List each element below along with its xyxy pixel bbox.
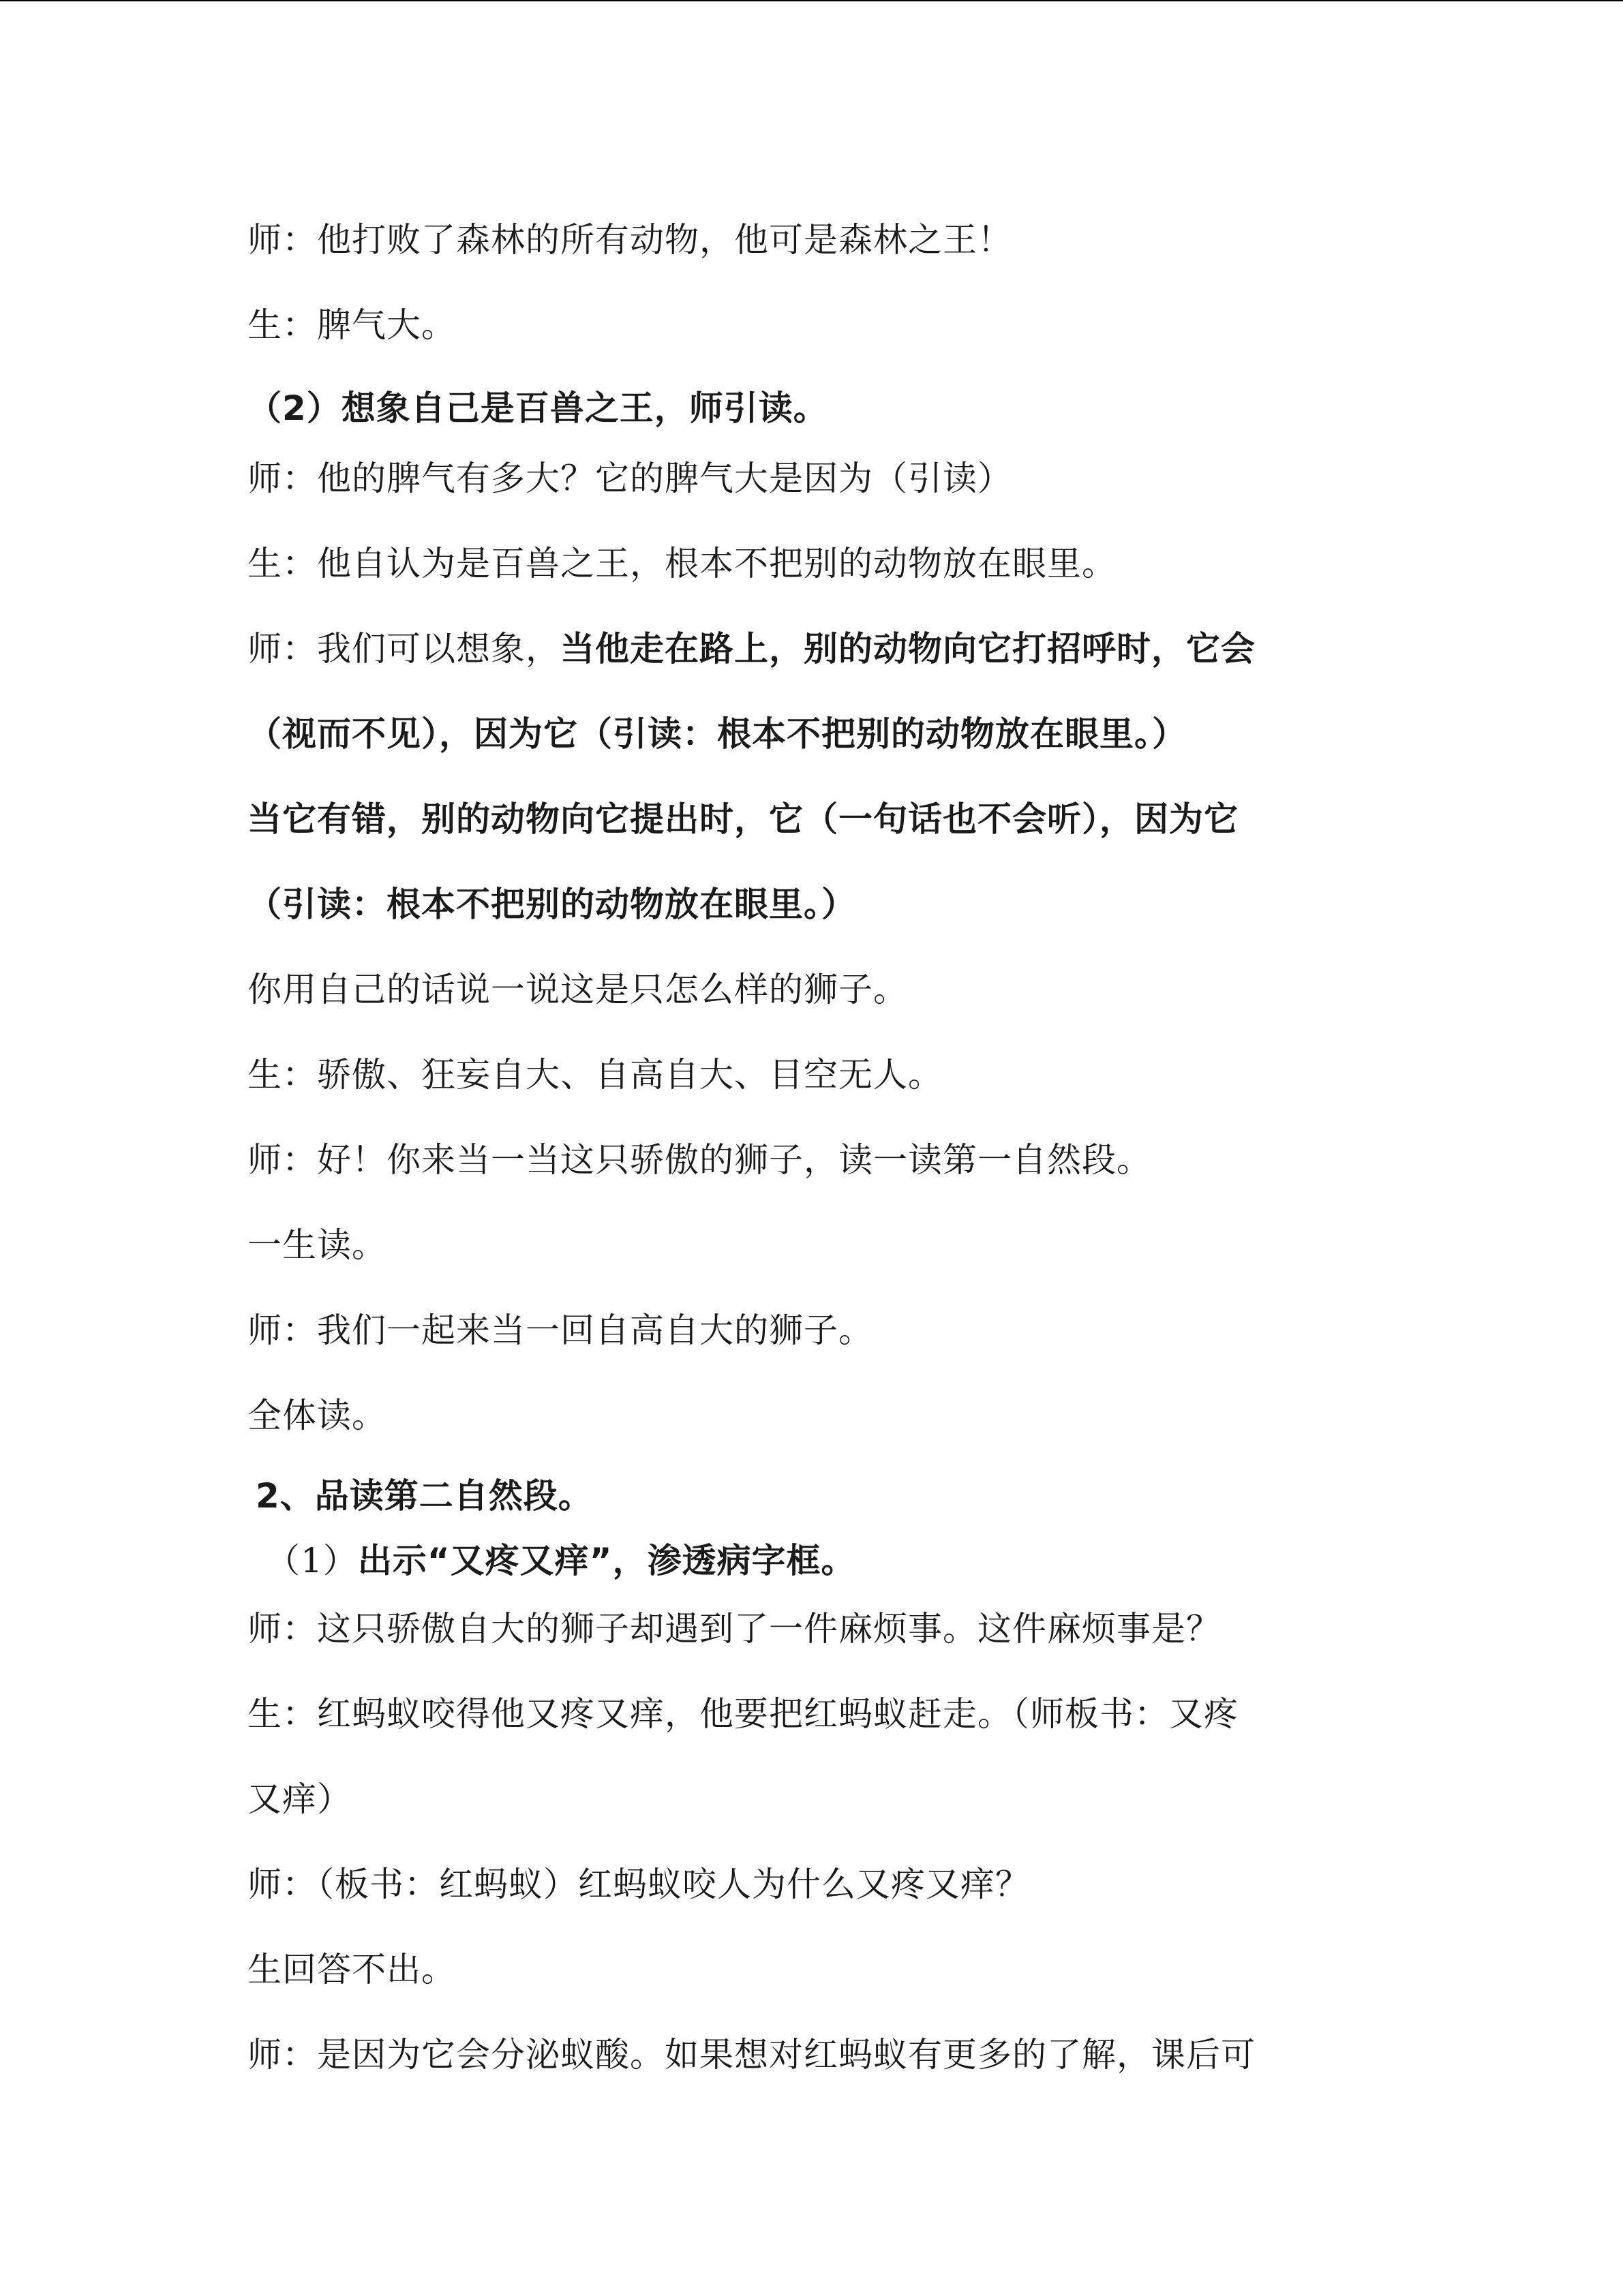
emphasis-line: （引读：根本不把别的动物放在眼里。）	[247, 885, 856, 924]
text-line: 师：好！你来当一当这只骄傲的狮子，读一读第一自然段。	[247, 1140, 1151, 1180]
subsection-heading	[266, 1540, 856, 1581]
text-line: 师：他的脾气有多大？它的脾气大是因为（引读）	[247, 459, 1012, 498]
text-line	[247, 628, 1256, 669]
emphasis-text: 出示“又疼又痒”，渗透病字框。	[357, 1541, 856, 1580]
text-line: 生：脾气大。	[247, 305, 456, 345]
emphasis-line: （视而不见），因为它（引读：根本不把别的动物放在眼里。）	[247, 714, 1187, 754]
section-heading: 2、品读第二自然段。	[256, 1476, 593, 1516]
text-line: 师：是因为它会分泌蚁酸。如果想对红蚂蚁有更多的了解，课后可	[247, 2035, 1256, 2075]
text-line: 师：这只骄傲自大的狮子却遇到了一件麻烦事。这件麻烦事是？	[247, 1609, 1221, 1649]
text-line: 一生读。	[247, 1225, 386, 1265]
text-line: 你用自己的话说一说这是只怎么样的狮子。	[247, 970, 908, 1009]
text-line: 师：我们一起来当一回自高自大的狮子。	[247, 1311, 873, 1350]
text-line: 师：他打败了森林的所有动物，他可是森林之王！	[247, 220, 1012, 260]
text-line: 生：他自认为是百兽之王，根本不把别的动物放在眼里。	[247, 544, 1117, 583]
document-body	[0, 1, 1623, 2296]
text-line: 师：（板书：红蚂蚁）红蚂蚁咬人为什么又疼又痒？	[247, 1865, 1030, 1904]
section-heading: （2）想象自己是百兽之王，师引读。	[247, 388, 828, 428]
text-line: 生：红蚂蚁咬得他又疼又痒，他要把红蚂蚁赶走。（师板书：又疼	[247, 1694, 1239, 1734]
text-line: 全体读。	[247, 1396, 386, 1435]
text-line: 又痒）	[247, 1779, 352, 1819]
line-prefix: 师：我们可以想象，	[247, 629, 560, 669]
emphasis-line: 当它有错，别的动物向它提出时，它（一句话也不会听），因为它	[247, 799, 1239, 839]
emphasis-text: 当他走在路上，别的动物向它打招呼时，它会	[560, 629, 1256, 669]
text-line: 生回答不出。	[247, 1950, 456, 1989]
line-prefix: （1）	[266, 1541, 358, 1580]
text-line: 生：骄傲、狂妄自大、自高自大、目空无人。	[247, 1055, 943, 1095]
